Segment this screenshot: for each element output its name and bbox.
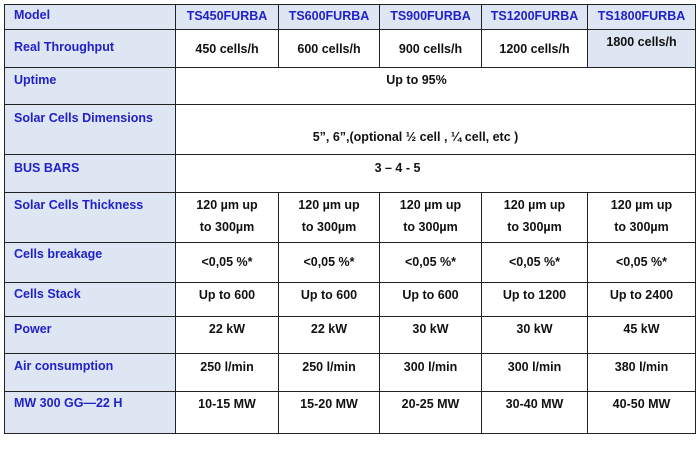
model-header: TS1800FURBA bbox=[588, 5, 696, 30]
thickness-line2: to 300µm bbox=[614, 220, 669, 234]
cell-value: 30 kW bbox=[380, 317, 482, 354]
thickness-row bbox=[5, 193, 696, 243]
cell-value: Up to 600 bbox=[380, 283, 482, 317]
cell-value: 40-50 MW bbox=[588, 392, 696, 434]
row-label: Solar Cells Thickness bbox=[5, 193, 176, 243]
busbars-row bbox=[5, 155, 696, 193]
thickness-line1: 120 µm up bbox=[610, 198, 673, 212]
row-label: Solar Cells Dimensions bbox=[5, 105, 176, 155]
cell-value: 450 cells/h bbox=[176, 30, 279, 68]
cell-value: 250 l/min bbox=[176, 354, 279, 392]
cell-value: Up to 600 bbox=[176, 283, 279, 317]
cell-value: 1800 cells/h bbox=[588, 30, 696, 68]
thickness-line2: to 300µm bbox=[507, 220, 562, 234]
stack-row bbox=[5, 283, 696, 317]
cell-value bbox=[588, 193, 696, 243]
row-label: MW 300 GG—22 H bbox=[5, 392, 176, 434]
cell-value bbox=[176, 193, 279, 243]
thickness-line1: 120 µm up bbox=[503, 198, 566, 212]
cell-value: 30-40 MW bbox=[482, 392, 588, 434]
row-label: Cells breakage bbox=[5, 243, 176, 283]
air-row bbox=[5, 354, 696, 392]
span-value: Up to 95% bbox=[176, 68, 696, 105]
throughput-row bbox=[5, 30, 696, 68]
power-row bbox=[5, 317, 696, 354]
row-label: Air consumption bbox=[5, 354, 176, 392]
row-label: Uptime bbox=[5, 68, 176, 105]
span-value: 5”, 6”,(optional ½ cell , ¼ cell, etc ) bbox=[176, 105, 696, 155]
spec-table bbox=[4, 4, 696, 434]
cell-value: 22 kW bbox=[176, 317, 279, 354]
thickness-line1: 120 µm up bbox=[399, 198, 462, 212]
dimensions-row bbox=[5, 105, 696, 155]
breakage-row bbox=[5, 243, 696, 283]
cell-value: <0,05 %* bbox=[279, 243, 380, 283]
cell-value: 10-15 MW bbox=[176, 392, 279, 434]
cell-value: 900 cells/h bbox=[380, 30, 482, 68]
cell-value: 300 l/min bbox=[482, 354, 588, 392]
cell-value bbox=[380, 193, 482, 243]
thickness-line1: 120 µm up bbox=[298, 198, 360, 212]
cell-value: 1200 cells/h bbox=[482, 30, 588, 68]
cell-value: 600 cells/h bbox=[279, 30, 380, 68]
model-header: TS1200FURBA bbox=[482, 5, 588, 30]
cell-value bbox=[482, 193, 588, 243]
cell-value: <0,05 %* bbox=[482, 243, 588, 283]
cell-value: Up to 2400 bbox=[588, 283, 696, 317]
thickness-line1: 120 µm up bbox=[196, 198, 258, 212]
cell-value: Up to 600 bbox=[279, 283, 380, 317]
mw-row bbox=[5, 392, 696, 434]
cell-value: 30 kW bbox=[482, 317, 588, 354]
cell-value bbox=[279, 193, 380, 243]
cell-value: 45 kW bbox=[588, 317, 696, 354]
row-label: Real Throughput bbox=[5, 30, 176, 68]
uptime-row bbox=[5, 68, 696, 105]
span-value: 3 – 4 - 5 bbox=[176, 155, 696, 193]
cell-value: Up to 1200 bbox=[482, 283, 588, 317]
model-header: TS600FURBA bbox=[279, 5, 380, 30]
header-row bbox=[5, 5, 696, 30]
cell-value: <0,05 %* bbox=[588, 243, 696, 283]
thickness-line2: to 300µm bbox=[403, 220, 458, 234]
row-label: BUS BARS bbox=[5, 155, 176, 193]
cell-value: 22 kW bbox=[279, 317, 380, 354]
cell-value: 380 l/min bbox=[588, 354, 696, 392]
thickness-line2: to 300µm bbox=[301, 220, 357, 234]
model-header: TS450FURBA bbox=[176, 5, 279, 30]
row-label: Cells Stack bbox=[5, 283, 176, 317]
cell-value: <0,05 %* bbox=[176, 243, 279, 283]
thickness-line2: to 300µm bbox=[199, 220, 255, 234]
cell-value: 20-25 MW bbox=[380, 392, 482, 434]
row-label: Power bbox=[5, 317, 176, 354]
model-header: TS900FURBA bbox=[380, 5, 482, 30]
header-label: Model bbox=[5, 5, 176, 30]
cell-value: <0,05 %* bbox=[380, 243, 482, 283]
cell-value: 300 l/min bbox=[380, 354, 482, 392]
cell-value: 250 l/min bbox=[279, 354, 380, 392]
cell-value: 15-20 MW bbox=[279, 392, 380, 434]
